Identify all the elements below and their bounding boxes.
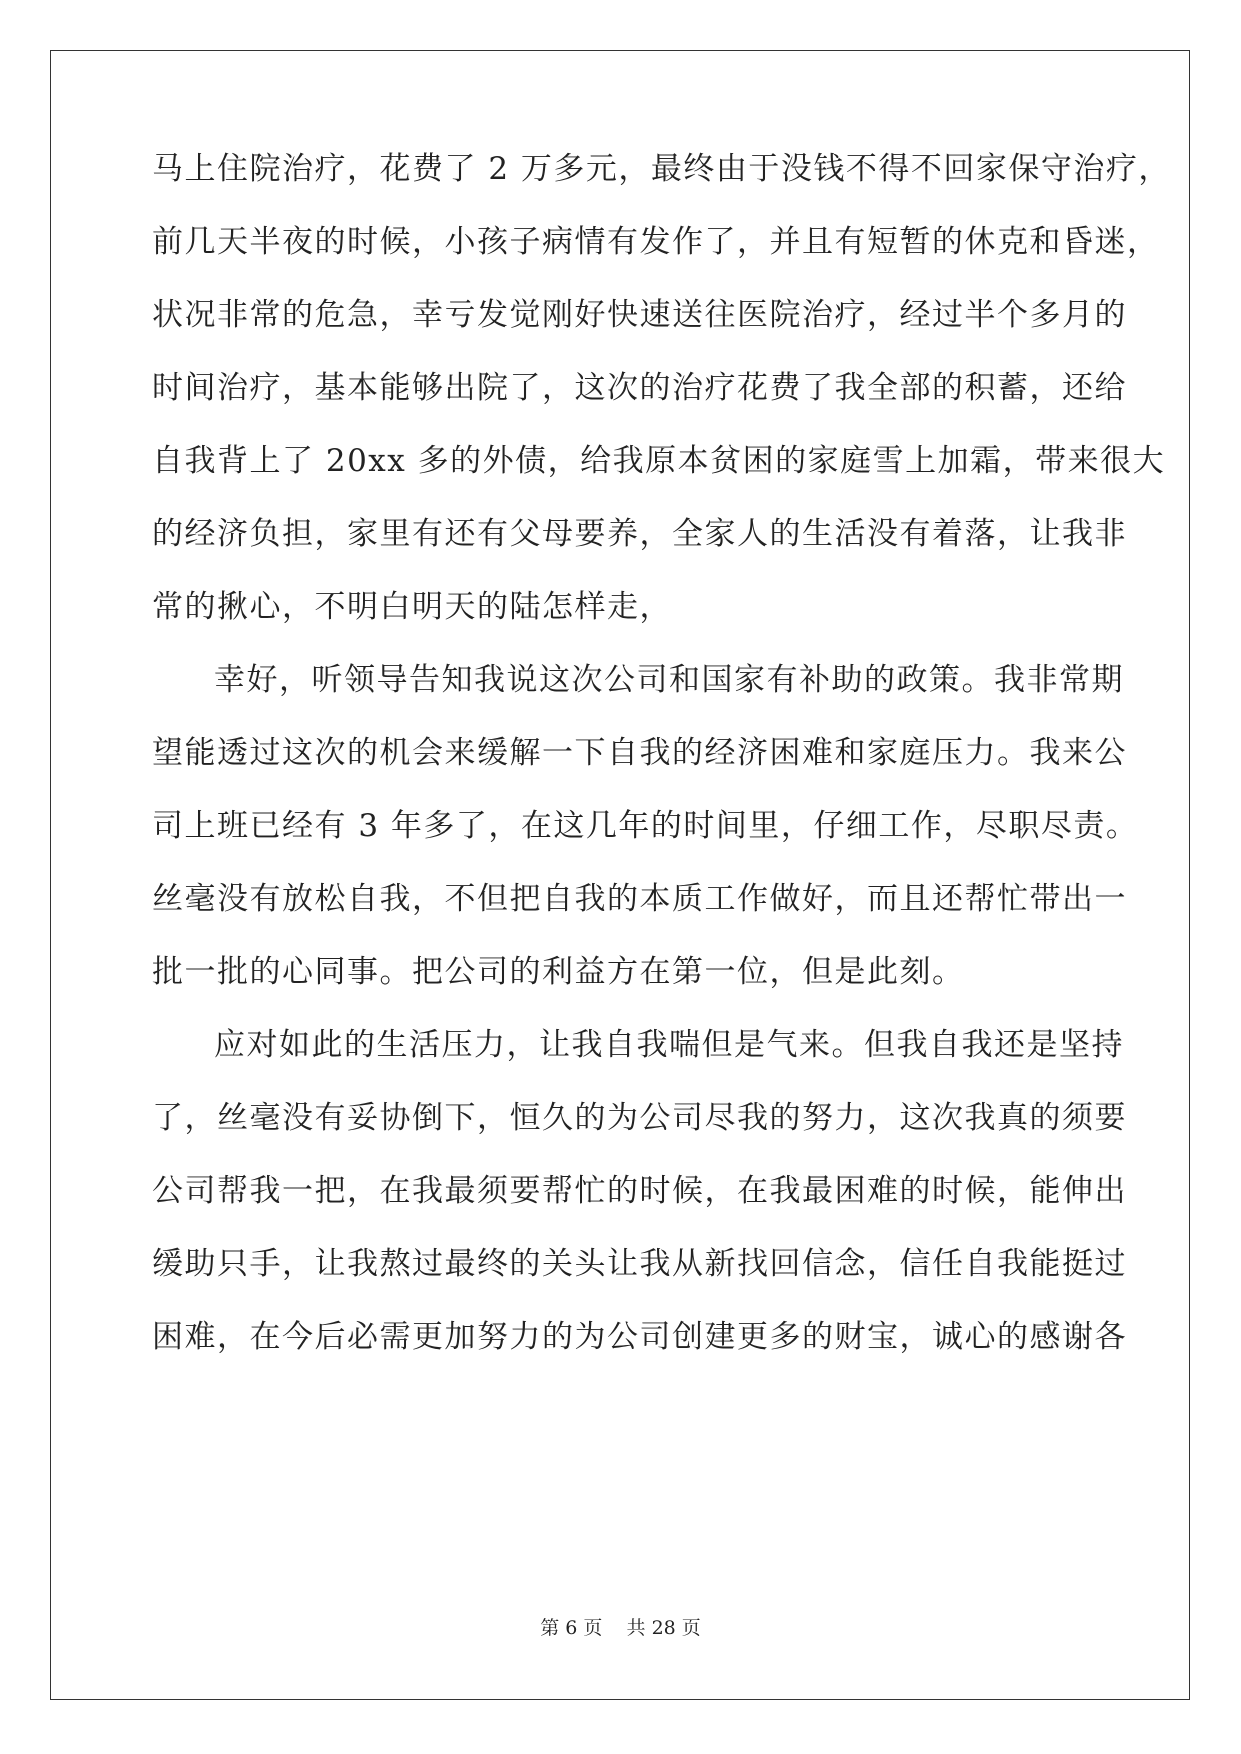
- body-line-1: 马上住院治疗，花费了 2 万多元，最终由于没钱不得不回家保守治疗，: [152, 151, 1171, 187]
- body-line-8: 幸好，听领导告知我说这次公司和国家有补助的政策。我非常期: [214, 662, 1124, 698]
- body-line-6: 的经济负担，家里有还有父母要养，全家人的生活没有着落，让我非: [152, 516, 1127, 552]
- body-line-10: 司上班已经有 3 年多了，在这几年的时间里，仔细工作，尽职尽责。: [152, 808, 1139, 844]
- body-line-12: 批一批的心同事。把公司的利益方在第一位，但是此刻。: [152, 954, 965, 990]
- body-line-17: 困难，在今后必需更加努力的为公司创建更多的财宝，诚心的感谢各: [152, 1319, 1127, 1355]
- body-line-11: 丝毫没有放松自我，不但把自我的本质工作做好，而且还帮忙带出一: [152, 881, 1127, 917]
- body-line-16: 缓助只手，让我熬过最终的关头让我从新找回信念，信任自我能挺过: [152, 1246, 1127, 1282]
- body-line-7: 常的揪心，不明白明天的陆怎样走，: [152, 589, 672, 625]
- body-line-14: 了，丝毫没有妥协倒下，恒久的为公司尽我的努力，这次我真的须要: [152, 1100, 1127, 1136]
- body-line-3: 状况非常的危急，幸亏发觉刚好快速送往医院治疗，经过半个多月的: [152, 297, 1127, 333]
- page-number: 第 6 页 共 28 页: [540, 1617, 701, 1639]
- body-line-4: 时间治疗，基本能够出院了，这次的治疗花费了我全部的积蓄，还给: [152, 370, 1127, 406]
- body-line-2: 前几天半夜的时候，小孩子病情有发作了，并且有短暂的休克和昏迷，: [152, 224, 1160, 260]
- body-line-15: 公司帮我一把，在我最须要帮忙的时候，在我最困难的时候，能伸出: [152, 1173, 1127, 1209]
- body-line-9: 望能透过这次的机会来缓解一下自我的经济困难和家庭压力。我来公: [152, 735, 1127, 771]
- body-line-5: 自我背上了 20xx 多的外债，给我原本贫困的家庭雪上加霜，带来很大: [152, 443, 1166, 479]
- body-line-13: 应对如此的生活压力，让我自我喘但是气来。但我自我还是坚持: [214, 1027, 1124, 1063]
